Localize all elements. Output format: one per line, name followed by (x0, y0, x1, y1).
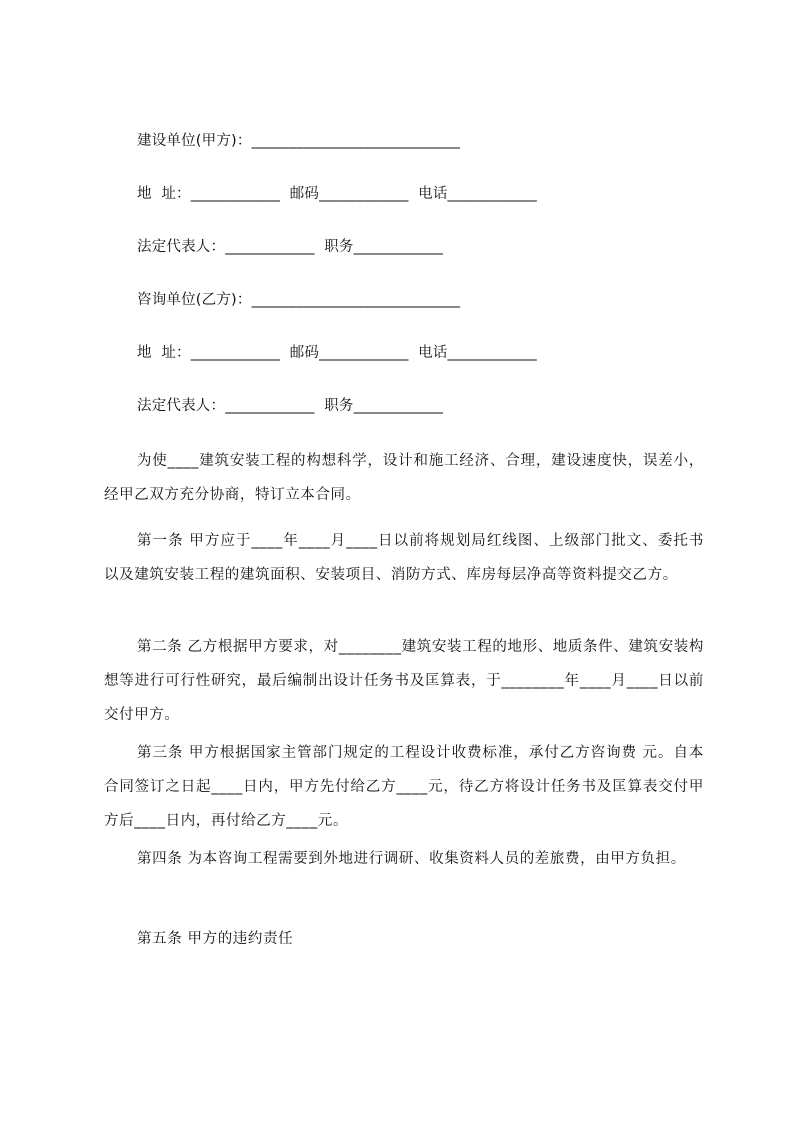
article-5: 第五条 甲方的违约责任 (137, 931, 294, 947)
article-2: 第二条 乙方根据甲方要求，对________建筑安装工程的地形、地质条件、建筑安装构想等进行可行性研究，最后编制出设计任务书及匡算表，于________年____月____日以前交付甲方。 (104, 639, 704, 723)
party-b-representative-line: 法定代表人：____________ 职务____________ (137, 398, 444, 414)
party-b-line: 咨询单位(乙方)：____________________________ (137, 292, 461, 308)
party-a-line: 建设单位(甲方)：____________________________ (137, 133, 461, 149)
party-a-address-line: 地 址：____________ 邮码____________ 电话____________ (137, 186, 537, 202)
party-b-address-line: 地 址：____________ 邮码____________ 电话____________ (137, 345, 537, 361)
article-1: 第一条 甲方应于____年____月____日以前将规划局红线图、上级部门批文、委托书以及建筑安装工程的建筑面积、安装项目、消防方式、库房每层净高等资料提交乙方。 (104, 533, 704, 583)
party-a-representative-line: 法定代表人：____________ 职务____________ (137, 239, 444, 255)
article-3: 第三条 甲方根据国家主管部门规定的工程设计收费标准，承付乙方咨询费 元。自本合同签订之日起____日内，甲方先付给乙方____元，待乙方将设计任务书及匡算表交付甲方后____日内，再付给乙方____元。 (104, 745, 704, 829)
intro-paragraph: 为使____建筑安装工程的构想科学，设计和施工经济、合理，建设速度快，误差小，经甲乙双方充分协商，特订立本合同。 (104, 453, 704, 503)
article-4: 第四条 为本咨询工程需要到外地进行调研、收集资料人员的差旅费，由甲方负担。 (137, 851, 686, 867)
